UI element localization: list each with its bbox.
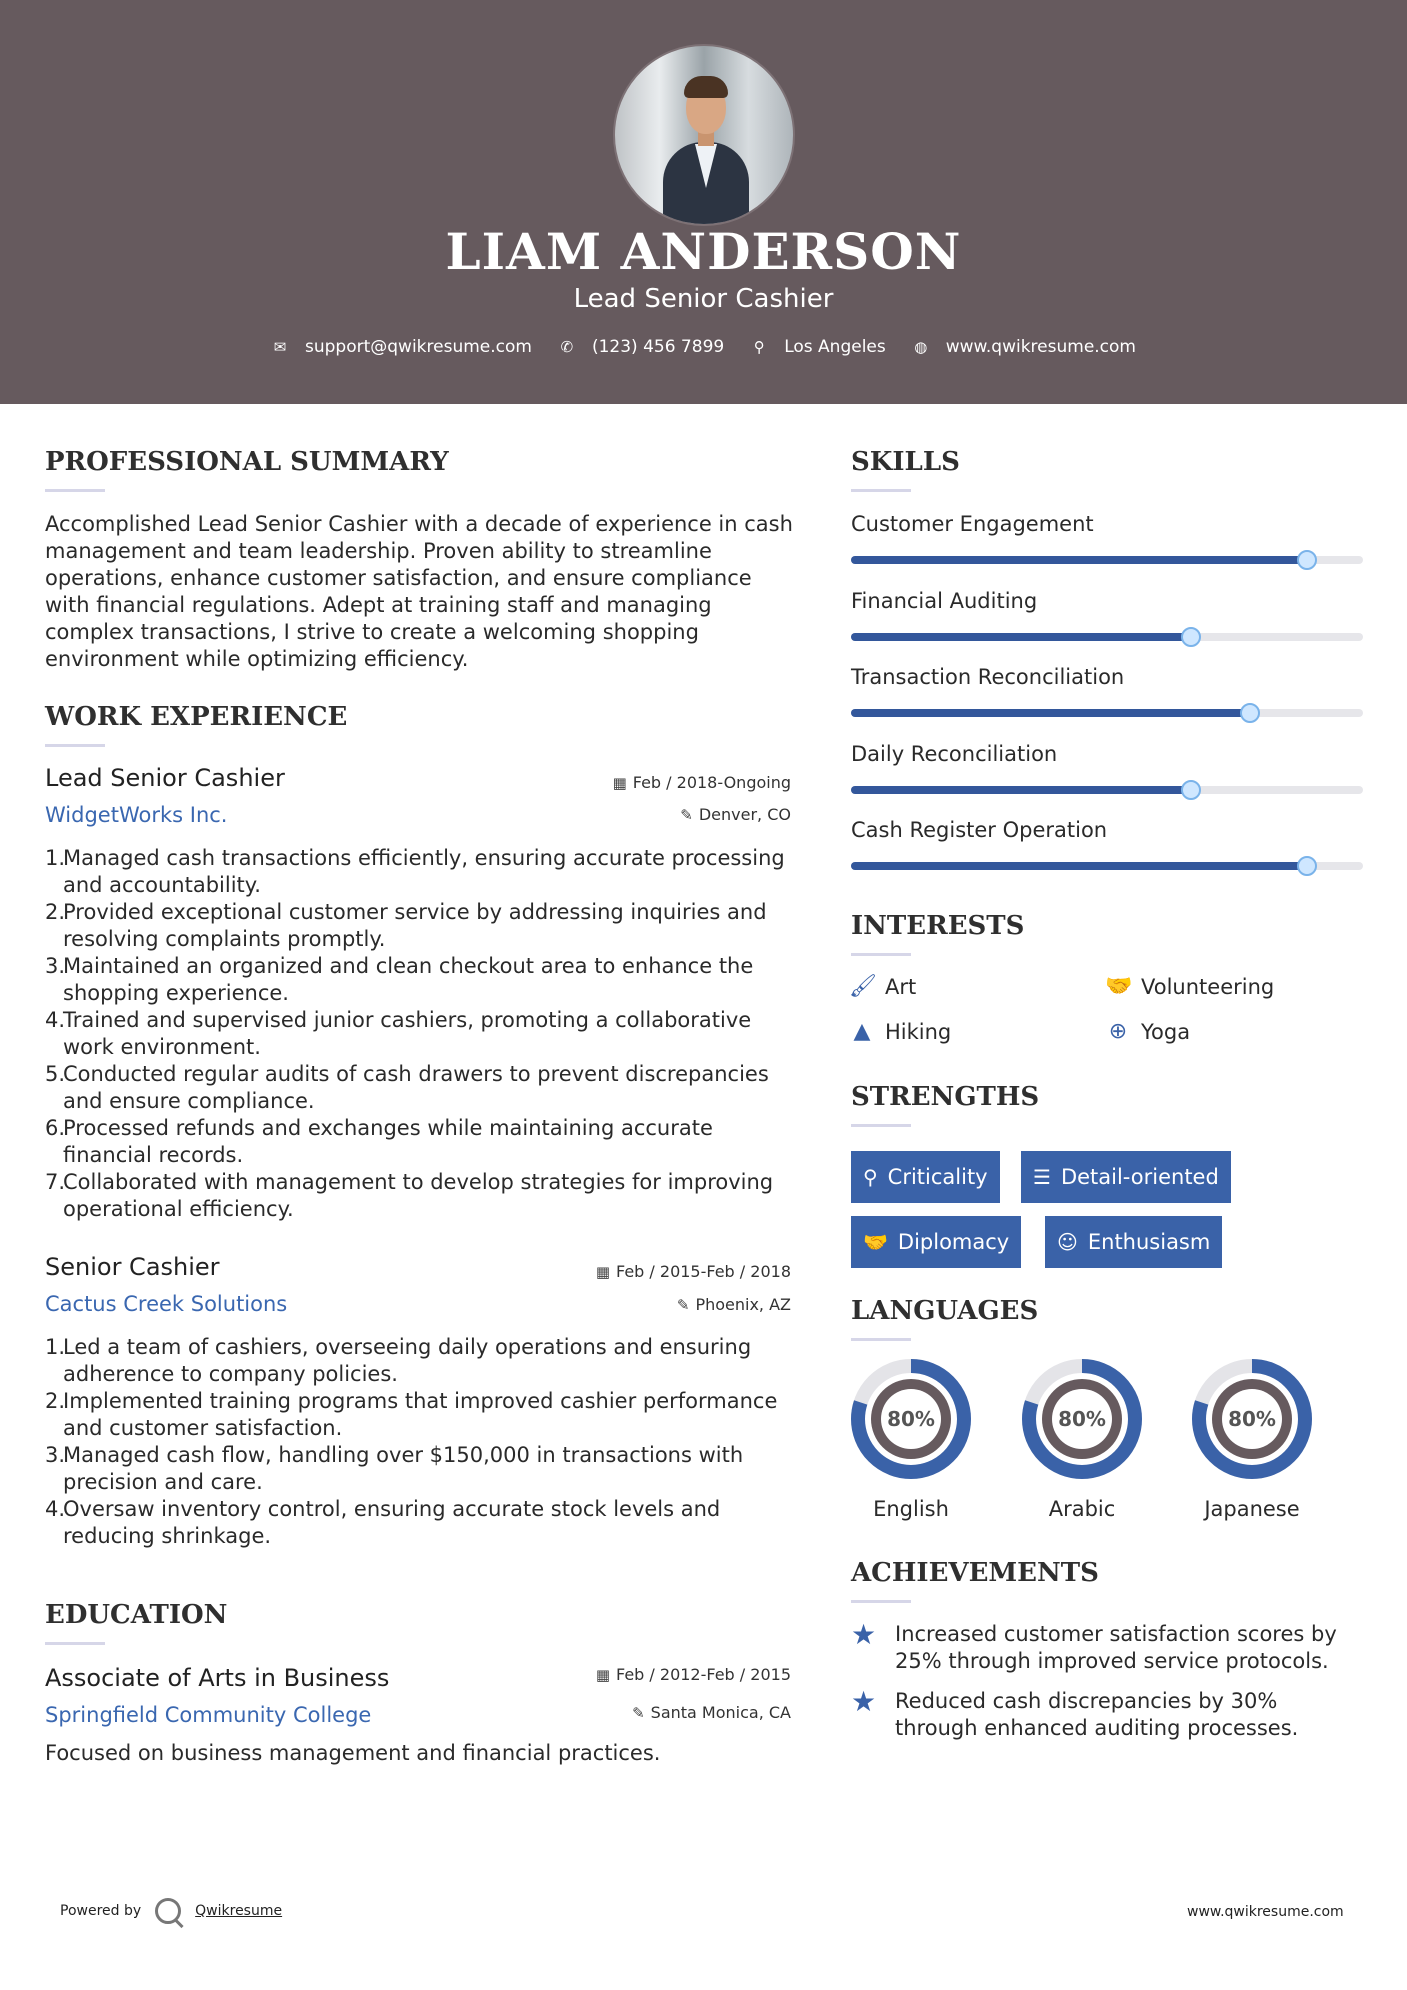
skill-name: Cash Register Operation <box>851 818 1108 842</box>
handshake-icon: 🤝 <box>863 1230 888 1254</box>
job-duties-list <box>45 1334 805 1550</box>
skill-name: Customer Engagement <box>851 512 1094 536</box>
contact-website[interactable] <box>912 337 1136 357</box>
section-divider <box>851 1338 911 1341</box>
phone-icon: ✆ <box>560 338 574 356</box>
achievement-item: Reduced cash discrepancies by 30% through enhanced auditing processes. <box>895 1689 1299 1740</box>
pin-icon: ✎ <box>680 805 693 824</box>
languages-heading: LANGUAGES <box>851 1296 1039 1326</box>
job-title: Lead Senior Cashier <box>45 764 285 792</box>
language-name: Arabic <box>1048 1497 1116 1521</box>
summary-heading: PROFESSIONAL SUMMARY <box>45 447 449 477</box>
section-divider <box>45 744 105 747</box>
interest-art: 🖌 Art <box>849 974 917 999</box>
skill-level-knob <box>1181 627 1201 647</box>
handshake-icon: 🤝 <box>1105 974 1133 999</box>
company-name[interactable]: Cactus Creek Solutions <box>45 1292 288 1316</box>
section-divider <box>851 1124 911 1127</box>
interest-yoga: ⊕ Yoga <box>1105 1019 1190 1044</box>
smile-icon: ☺ <box>1057 1230 1078 1254</box>
contact-email-text: support@qwikresume.com <box>305 337 532 357</box>
school-name[interactable]: Springfield Community College <box>45 1703 372 1727</box>
tree-icon: ▲ <box>853 1019 871 1044</box>
skills-heading: SKILLS <box>851 447 960 477</box>
language-name: Japanese <box>1204 1497 1300 1521</box>
contact-phone[interactable] <box>558 337 724 357</box>
interest-volunteering: 🤝 Volunteering <box>1105 974 1275 999</box>
skill-level-knob <box>1181 780 1201 800</box>
list-item: 7. Collaborated with management to develop strategies for improving operational efficiency. <box>45 1170 774 1221</box>
map-marker-icon: ⚲ <box>753 338 765 356</box>
candidate-title: Lead Senior Cashier <box>573 284 834 314</box>
contact-location-text: Los Angeles <box>784 337 886 357</box>
skill-bar-fill <box>851 709 1250 717</box>
interest-hiking: ▲ Hiking <box>849 1019 951 1044</box>
life-ring-icon: ⊕ <box>1108 1019 1128 1044</box>
strengths-heading: STRENGTHS <box>851 1082 1040 1112</box>
brand-link[interactable]: Qwikresume <box>195 1903 283 1919</box>
footer-website[interactable]: www.qwikresume.com <box>1187 1904 1344 1920</box>
skill-bar-track <box>851 633 1363 641</box>
education-location: ✎ Santa Monica, CA <box>632 1703 791 1722</box>
language-percent-label: 80% <box>1058 1407 1106 1431</box>
skill-level-knob <box>1297 550 1317 570</box>
qwikresume-logo-icon <box>155 1898 181 1924</box>
section-divider <box>851 953 911 956</box>
education-date: ▦ Feb / 2012-Feb / 2015 <box>595 1665 791 1684</box>
star-icon: ★ <box>851 1618 877 1651</box>
strength-tag-enthusiasm: ☺ Enthusiasm <box>1045 1216 1222 1268</box>
list-item: 1. Managed cash transactions efficiently, ensuring accurate processing and accountability. <box>45 846 785 897</box>
achievement-item: Increased customer satisfaction scores by 25% through improved service protocols. <box>895 1622 1337 1673</box>
language-donut <box>849 1357 973 1481</box>
language-item <box>1190 1357 1314 1521</box>
job-duties-list <box>45 845 805 1223</box>
contact-location <box>750 337 886 357</box>
calendar-icon: ▦ <box>595 1262 610 1281</box>
contact-website-text: www.qwikresume.com <box>945 337 1136 357</box>
section-divider <box>45 1642 105 1645</box>
contact-email[interactable] <box>271 337 532 357</box>
language-percent-label: 80% <box>887 1407 935 1431</box>
skill-name: Financial Auditing <box>851 588 1038 613</box>
degree-title: Associate of Arts in Business <box>45 1664 390 1692</box>
contact-phone-text: (123) 456 7899 <box>591 337 725 357</box>
list-item: 4. Oversaw inventory control, ensuring accurate stock levels and reducing shrinkage. <box>45 1497 721 1548</box>
section-divider <box>851 489 911 492</box>
list-icon: ☰ <box>1033 1165 1051 1189</box>
experience-heading: WORK EXPERIENCE <box>45 702 348 732</box>
skill-bar-fill <box>851 862 1307 870</box>
skill-bar-fill <box>851 556 1307 564</box>
footer-powered-by: Powered by Qwikresume <box>60 1898 282 1924</box>
list-item: 1. Led a team of cashiers, overseeing daily operations and ensuring adherence to company policies. <box>45 1335 752 1386</box>
contact-bar <box>0 337 1407 357</box>
section-divider <box>851 1600 911 1603</box>
star-icon: ★ <box>851 1685 877 1718</box>
skill-level-knob <box>1297 856 1317 876</box>
language-percent-label: 80% <box>1228 1407 1276 1431</box>
language-donut <box>1190 1357 1314 1481</box>
strength-tag-diplomacy: 🤝 Diplomacy <box>851 1216 1021 1268</box>
language-name: English <box>873 1497 949 1521</box>
skill-bar-track <box>851 786 1363 794</box>
list-item: 2. Implemented training programs that improved cashier performance and customer satisfaction. <box>45 1389 778 1440</box>
globe-icon: ◍ <box>914 338 928 356</box>
skill-bar-track <box>851 709 1363 717</box>
job-location: ✎ Denver, CO <box>680 805 791 824</box>
achievements-heading: ACHIEVEMENTS <box>851 1558 1099 1588</box>
language-item <box>849 1357 973 1521</box>
list-item: 5. Conducted regular audits of cash drawers to prevent discrepancies and ensure compliance. <box>45 1062 769 1113</box>
company-name[interactable]: WidgetWorks Inc. <box>45 803 228 827</box>
pin-icon: ✎ <box>632 1703 645 1722</box>
skill-bar-track <box>851 556 1363 564</box>
section-divider <box>45 489 105 492</box>
skill-bar-fill <box>851 633 1191 641</box>
job-title: Senior Cashier <box>45 1253 220 1281</box>
education-description: Focused on business management and financial practices. <box>45 1741 661 1765</box>
profile-photo <box>613 44 795 226</box>
interests-heading: INTERESTS <box>851 911 1025 941</box>
calendar-icon: ▦ <box>595 1665 610 1684</box>
job-date: ▦ Feb / 2015-Feb / 2018 <box>595 1262 791 1281</box>
skill-bar-fill <box>851 786 1191 794</box>
paintbrush-icon: 🖌 <box>849 974 877 999</box>
skill-bar-track <box>851 862 1363 870</box>
search-icon: ⚲ <box>863 1165 878 1189</box>
list-item: 4. Trained and supervised junior cashiers, promoting a collaborative work environment. <box>45 1008 752 1059</box>
job-date: ▦ Feb / 2018-Ongoing <box>612 773 791 792</box>
skill-name: Daily Reconciliation <box>851 741 1058 766</box>
list-item: 3. Managed cash flow, handling over $150,000 in transactions with precision and care. <box>45 1443 744 1494</box>
resume-header <box>0 0 1407 404</box>
strength-tag-criticality: ⚲ Criticality <box>851 1151 1000 1203</box>
language-item <box>1020 1357 1144 1521</box>
summary-text: Accomplished Lead Senior Cashier with a decade of experience in cash management and team leadership. Proven ability to streamline operations, enhance customer satisfaction, and ensure compliance with financial regulations. Adept at training staff and managing complex transactions, I strive to create a welcoming shopping environment while optimizing efficiency. <box>45 512 793 671</box>
list-item: 2. Provided exceptional customer service by addressing inquiries and resolving complaints promptly. <box>45 900 767 951</box>
skill-level-knob <box>1240 703 1260 723</box>
education-heading: EDUCATION <box>45 1600 228 1630</box>
job-location: ✎ Phoenix, AZ <box>676 1295 791 1314</box>
skill-name: Transaction Reconciliation <box>851 665 1125 689</box>
envelope-icon: ✉ <box>273 338 287 356</box>
list-item: 6. Processed refunds and exchanges while maintaining accurate financial records. <box>45 1116 713 1167</box>
strength-tag-detail-oriented: ☰ Detail-oriented <box>1021 1151 1231 1203</box>
calendar-icon: ▦ <box>612 773 627 792</box>
list-item: 3. Maintained an organized and clean checkout area to enhance the shopping experience. <box>45 954 754 1005</box>
pin-icon: ✎ <box>676 1295 690 1314</box>
candidate-name: LIAM ANDERSON <box>445 222 962 281</box>
language-donut <box>1020 1357 1144 1481</box>
